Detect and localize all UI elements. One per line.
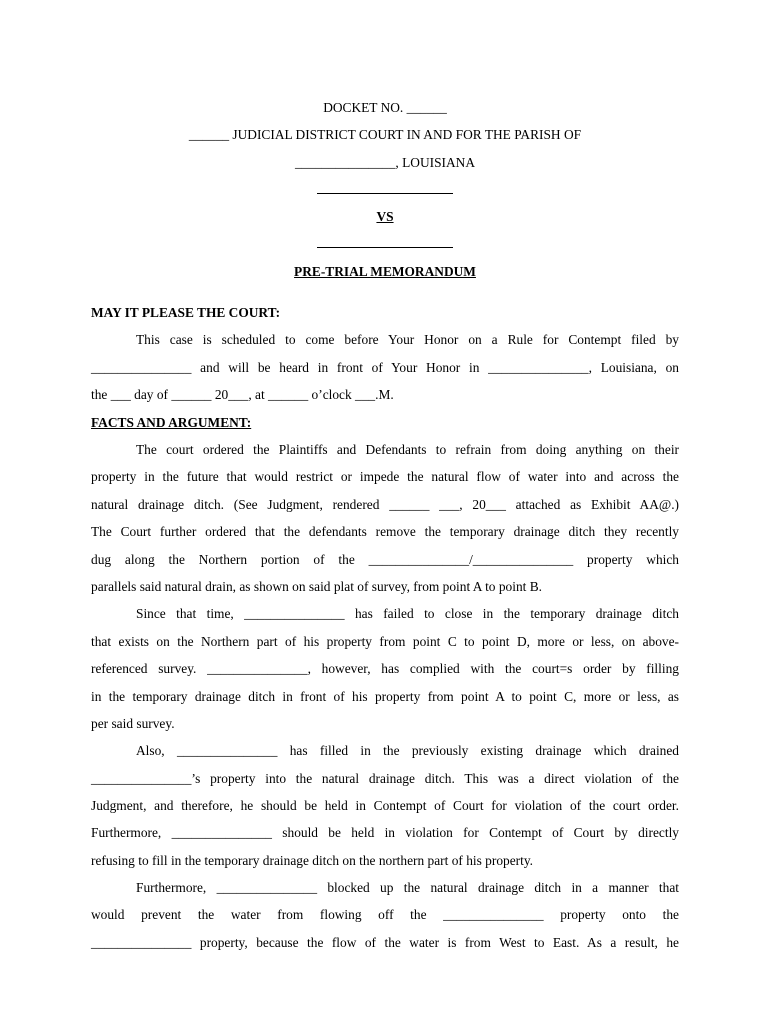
- intro-line: This case is scheduled to come before Your Honor on a Rule for Contempt filed by: [136, 332, 679, 347]
- intro-heading: MAY IT PLEASE THE COURT:: [91, 305, 281, 320]
- facts-line: Also, _______________ has filled in the previously existing drainage which drained: [136, 743, 679, 758]
- document-title: PRE-TRIAL MEMORANDUM: [294, 264, 476, 279]
- facts-line: that exists on the Northern part of his property from point C to point D, more or less, on above-: [91, 634, 679, 649]
- docket-number: DOCKET NO. ______: [323, 100, 447, 115]
- facts-line: The Court further ordered that the defendants remove the temporary drainage ditch they recently: [91, 524, 679, 539]
- facts-line: referenced survey. _______________, however, has complied with the court=s order by filling: [91, 661, 679, 676]
- facts-line: dug along the Northern portion of the _______________/_______________ property which: [91, 552, 679, 567]
- plaintiff-signature-line: [317, 193, 453, 194]
- facts-line: Since that time, _______________ has failed to close in the temporary drainage ditch: [136, 606, 679, 621]
- facts-line: in the temporary drainage ditch in front of his property from point A to point C, more or less, as: [91, 689, 679, 704]
- facts-line: parallels said natural drain, as shown on said plat of survey, from point A to point B.: [91, 579, 542, 594]
- facts-line: natural drainage ditch. (See Judgment, rendered ______ ___, 20___ attached as Exhibit AA@.): [91, 497, 679, 512]
- facts-line: per said survey.: [91, 716, 175, 731]
- facts-line: Furthermore, _______________ blocked up the natural drainage ditch in a manner that: [136, 880, 679, 895]
- intro-line: the ___ day of ______ 20___, at ______ o’clock ___.M.: [91, 387, 394, 402]
- versus-label: VS: [376, 209, 394, 224]
- facts-line: Furthermore, _______________ should be held in violation for Contempt of Court by directly: [91, 825, 679, 840]
- facts-line: _______________ property, because the flow of the water is from West to East. As a result, he: [91, 935, 679, 950]
- facts-line: Judgment, and therefore, he should be held in Contempt of Court for violation of the court order.: [91, 798, 679, 813]
- court-name: ______ JUDICIAL DISTRICT COURT IN AND FOR THE PARISH OF: [188, 127, 582, 142]
- facts-line: refusing to fill in the temporary drainage ditch on the northern part of his property.: [91, 853, 534, 868]
- parish-line: _______________, LOUISIANA: [294, 155, 476, 170]
- defendant-signature-line: [317, 247, 453, 248]
- facts-line: _______________’s property into the natural drainage ditch. This was a direct violation of the: [91, 771, 679, 786]
- facts-line: property in the future that would restrict or impede the natural flow of water into and across the: [91, 469, 679, 484]
- facts-line: The court ordered the Plaintiffs and Defendants to refrain from doing anything on their: [136, 442, 679, 457]
- intro-line: _______________ and will be heard in front of Your Honor in _______________, Louisiana, on: [91, 360, 679, 375]
- facts-heading: FACTS AND ARGUMENT:: [91, 415, 252, 430]
- facts-line: would prevent the water from flowing off the _______________ property onto the: [91, 907, 679, 922]
